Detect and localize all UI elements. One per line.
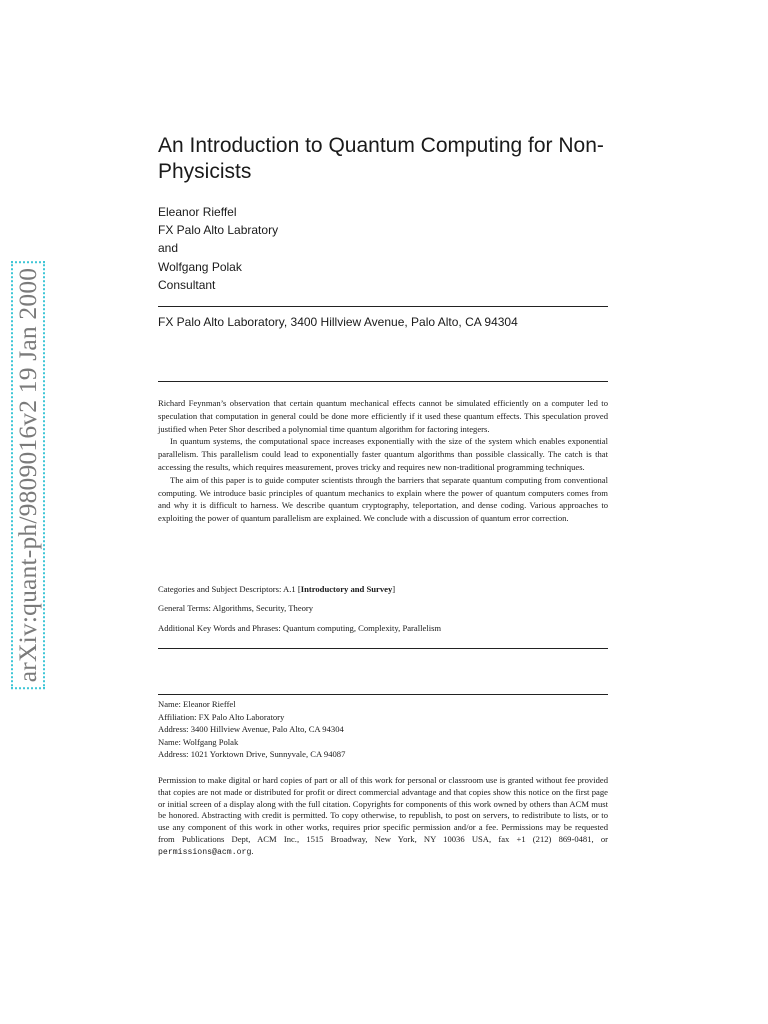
author-conjunction: and <box>158 241 179 256</box>
permissions-email[interactable]: permissions@acm.org <box>158 847 252 857</box>
institution-address: FX Palo Alto Laboratory, 3400 Hillview Avenue, Palo Alto, CA 94304 <box>158 315 518 329</box>
author-block <box>158 203 278 294</box>
category-bold: Introductory and Survey <box>300 584 393 594</box>
abstract-paragraph: In quantum systems, the computational space increases exponentially with the size of the system which enables exponential parallelism. This parallelism could lead to exponentially faster quantum algorithms than possible classically. The catch is that accessing the results, which requires measurement, proves tricky and requires new non-traditional programming techniques. <box>158 436 608 472</box>
divider-rule <box>158 694 608 695</box>
paper-title: An Introduction to Quantum Computing for Non-Physicists <box>158 134 604 183</box>
abstract-paragraph: Richard Feynman’s observation that certain quantum mechanical effects cannot be simulated efficiently on a computer led to speculation that computation in general could be done more efficiently if it used these quantum effects. This speculation proved justified when Peter Shor described a polynomial time quantum algorithm for factoring integers. <box>158 398 608 434</box>
author-info-line: Name: Wolfgang Polak <box>158 736 239 747</box>
divider-rule <box>158 648 608 649</box>
categories-line: Categories and Subject Descriptors: A.1 [Introductory and Survey] <box>158 584 396 594</box>
divider-rule <box>158 381 608 382</box>
author-info-line: Affiliation: FX Palo Alto Laboratory <box>158 711 285 722</box>
author-info-footnote <box>158 698 608 761</box>
arxiv-identifier-stamp: arXiv:quant-ph/9809016v2 19 Jan 2000 <box>11 261 45 689</box>
general-terms: General Terms: Algorithms, Security, Theory <box>158 603 314 613</box>
divider-rule <box>158 306 608 307</box>
abstract-paragraph: The aim of this paper is to guide computer scientists through the barriers that separate quantum computing from conventional computing. We introduce basic principles of quantum mechanics to explain where the power of quantum computers comes from and why it is difficult to harness. We describe quantum cryptography, teleportation, and dense coding. Various approaches to exploiting the power of quantum parallelism are explained. We conclude with a discussion of quantum error correction. <box>158 474 608 524</box>
author-name: Wolfgang Polak <box>158 259 242 274</box>
author-info-line: Address: 1021 Yorktown Drive, Sunnyvale, CA 94087 <box>158 749 346 760</box>
abstract <box>158 397 608 525</box>
author-info-line: Address: 3400 Hillview Avenue, Palo Alto, CA 94304 <box>158 724 344 735</box>
author-affiliation: Consultant <box>158 277 216 292</box>
arxiv-stamp-container <box>10 259 46 691</box>
author-affiliation: FX Palo Alto Labratory <box>158 223 279 238</box>
author-name: Eleanor Rieffel <box>158 205 237 219</box>
author-info-line: Name: Eleanor Rieffel <box>158 699 236 709</box>
permission-notice: Permission to make digital or hard copies of part or all of this work for personal or classroom use is granted without fee provided that copies are not made or distributed for profit or direct commercial advantage and that copies show this notice on the first page or initial screen of a display along with the full citation. Copyrights for components of this work owned by others than ACM must be honored. Abstracting with credit is permitted. To copy otherwise, to republish, to post on servers, to redistribute to lists, or to use any component of this work in other works, requires prior specific permission and/or a fee. Permissions may be requested from Publications Dept, ACM Inc., 1515 Broadway, New York, NY 10036 USA, fax +1 (212) 869-0481, or permissions@acm.org. <box>158 775 608 857</box>
keywords: Additional Key Words and Phrases: Quantum computing, Complexity, Parallelism <box>158 623 442 633</box>
